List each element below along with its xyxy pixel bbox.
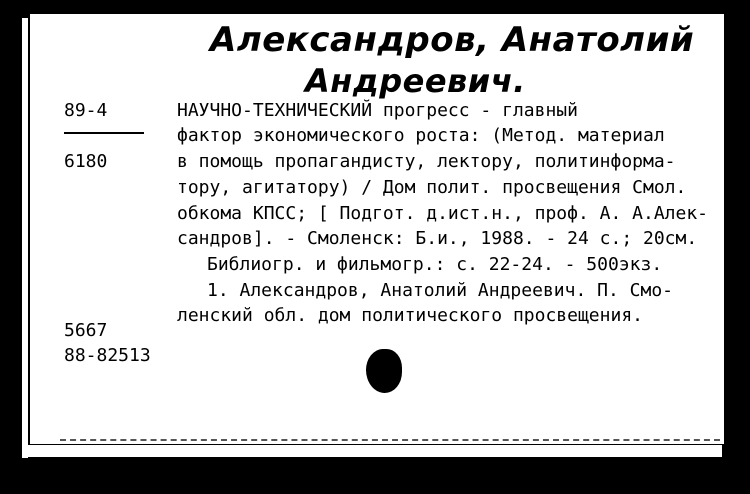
ink-blot xyxy=(366,349,402,393)
body-line-2: фактор экономического роста: (Метод. материал xyxy=(177,125,665,146)
body-line-6: сандров]. - Смоленск: Б.и., 1988. - 24 с.; 20см. xyxy=(177,228,698,249)
body-line-7: Библиогр. и фильмогр.: с. 22-24. - 500экз. xyxy=(207,254,663,275)
body-line-8: 1. Александров, Анатолий Андреевич. П. Смо- xyxy=(207,280,673,301)
call-number-lower2: 88-82513 xyxy=(64,345,151,366)
card-bottom-strip xyxy=(22,445,722,457)
body-line-4: тору, агитатору) / Дом полит. просвещения Смол. xyxy=(177,177,687,198)
body-line-5: обкома КПСС; [ Подгот. д.ист.н., проф. А. А.Алек- xyxy=(177,203,709,224)
catalog-card xyxy=(30,14,724,444)
call-number-lower1: 5667 xyxy=(64,320,108,341)
handwritten-author-line1: Александров, Анатолий xyxy=(210,20,695,60)
card-left-edge xyxy=(22,18,28,458)
body-line-1: НАУЧНО-ТЕХНИЧЕСКИЙ прогресс - главный xyxy=(177,100,578,121)
body-line-9: ленский обл. дом политического просвещения. xyxy=(177,305,643,326)
call-number-second: 6180 xyxy=(64,151,108,172)
call-number-divider xyxy=(64,132,144,134)
body-line-3: в помощь пропагандисту, лектору, политинформа- xyxy=(177,151,676,172)
call-number-top: 89-4 xyxy=(64,100,108,121)
handwritten-author-line2: Андреевич. xyxy=(305,62,526,100)
card-bottom-dashed-line xyxy=(60,439,720,441)
